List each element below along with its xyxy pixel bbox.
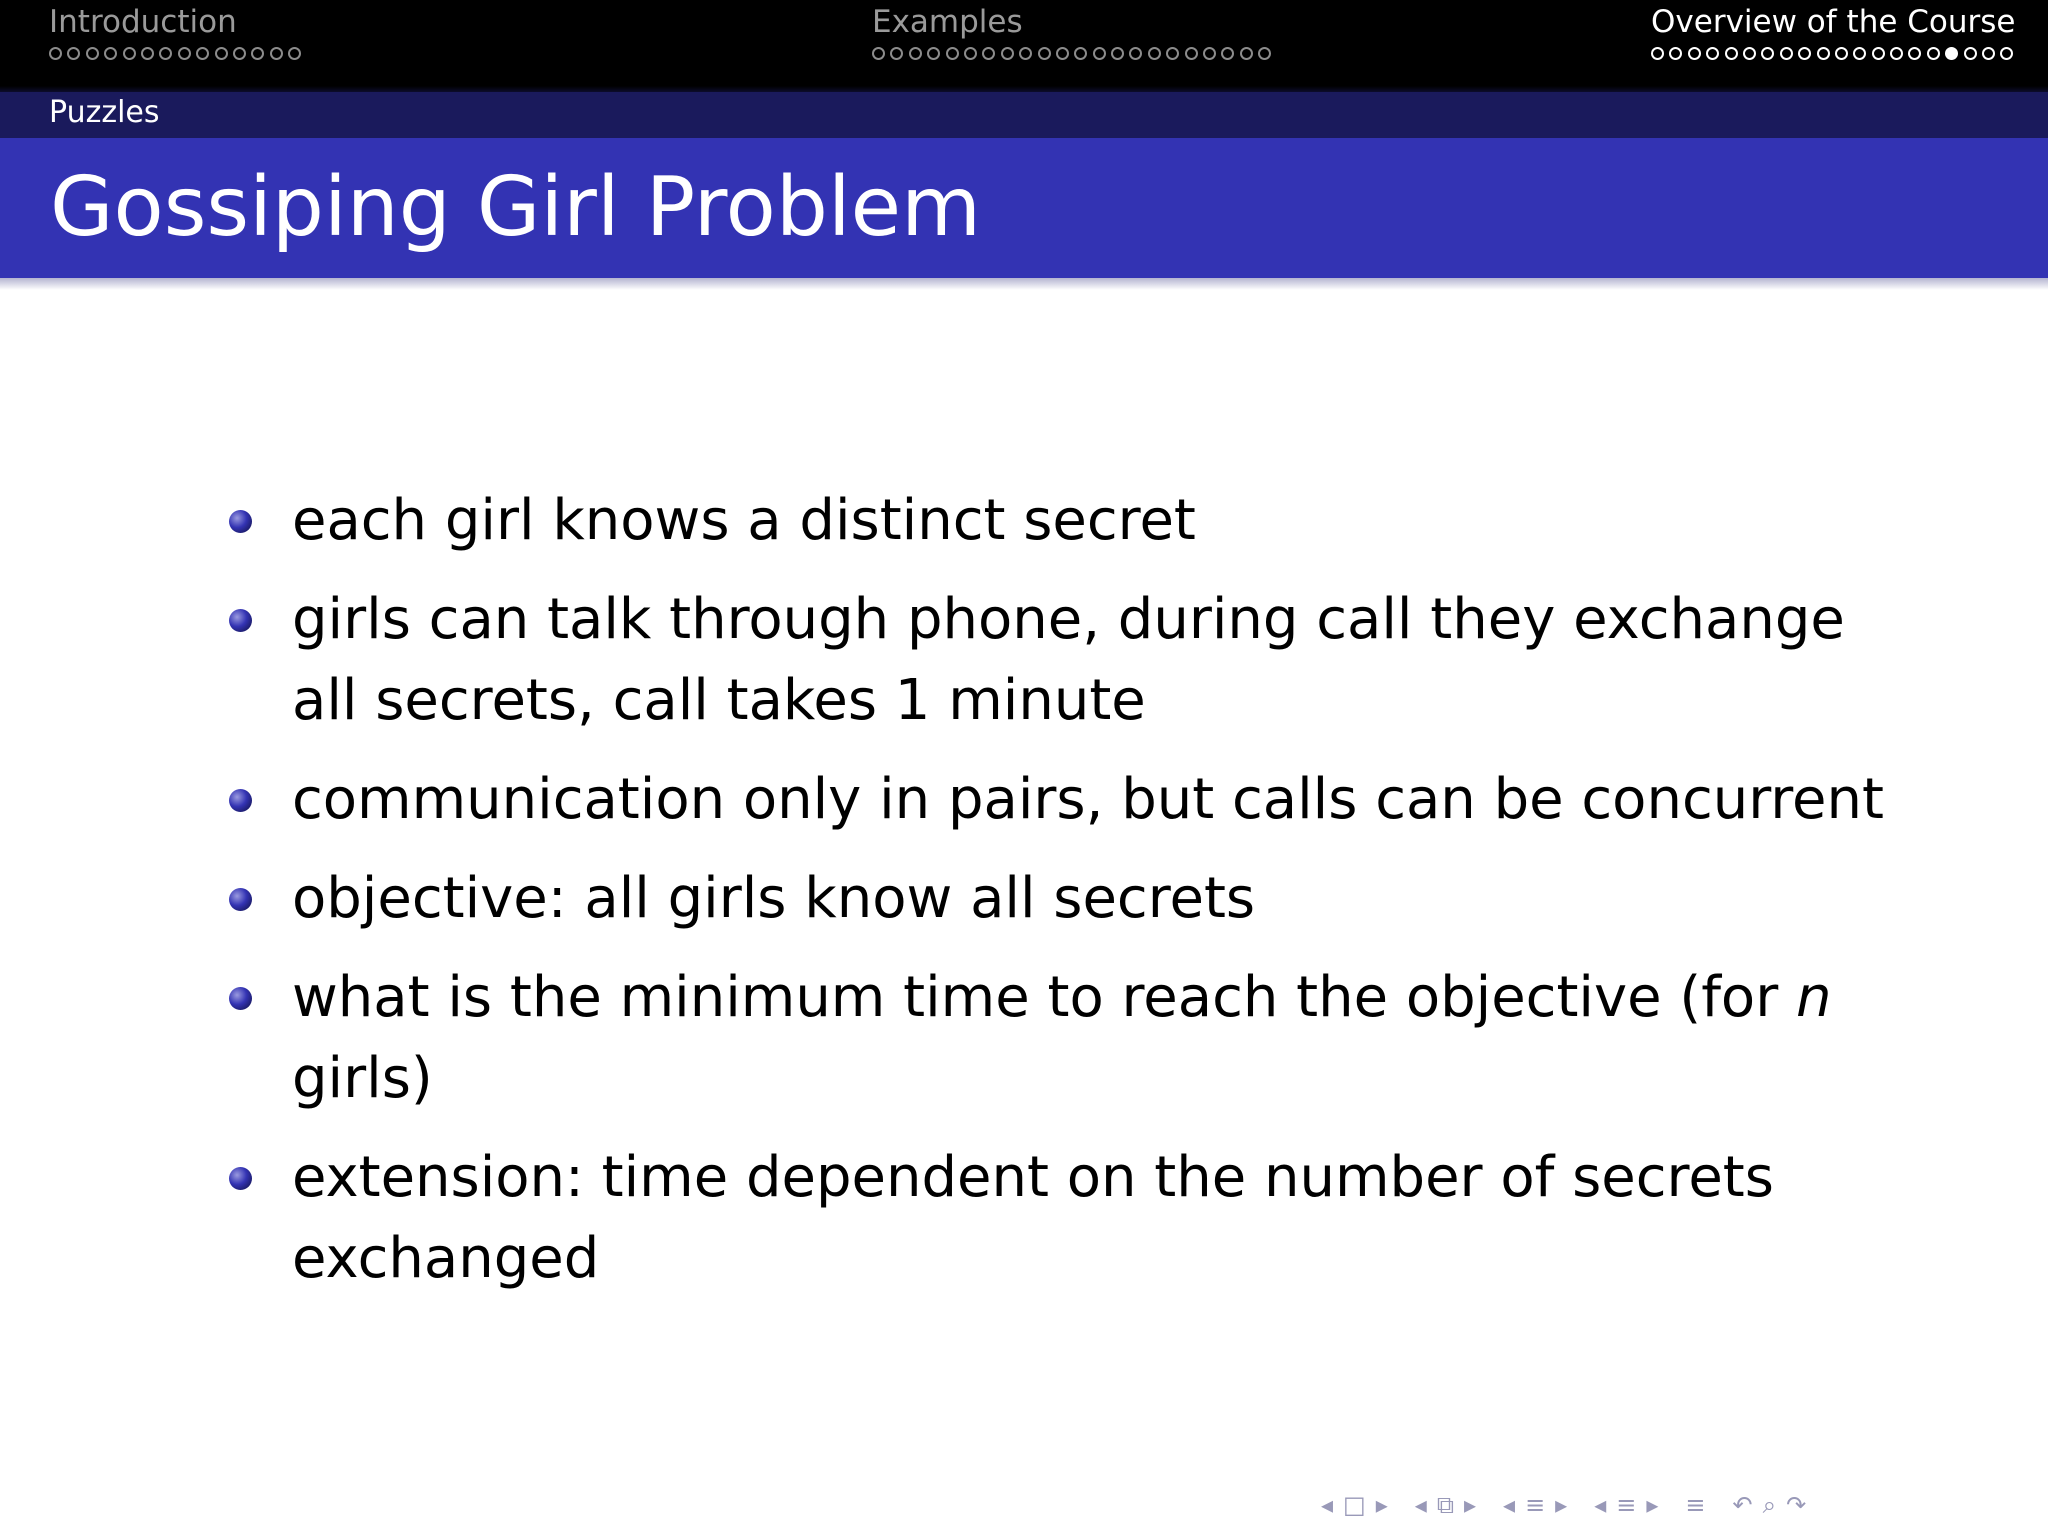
nav-section-title[interactable]: Introduction [49, 4, 237, 40]
nav-frame-dot[interactable] [1927, 47, 1940, 60]
nav-frame-dots[interactable] [872, 47, 1271, 60]
nav-frame-dot[interactable] [233, 47, 246, 60]
nav-frame-dot[interactable] [67, 47, 80, 60]
nav-next-frame-icon[interactable]: ▸ [1375, 1491, 1388, 1519]
nav-frame-dot[interactable] [1166, 47, 1179, 60]
nav-frame-dot[interactable] [1038, 47, 1051, 60]
nav-frame-dot[interactable] [1872, 47, 1885, 60]
list-item [224, 759, 1904, 840]
nav-frame-dot[interactable] [1203, 47, 1216, 60]
list-item-text: communication only in pairs, but calls can be concurrent [292, 767, 1884, 832]
redo-icon[interactable]: ↷ [1786, 1491, 1807, 1519]
nav-frame-dot[interactable] [982, 47, 995, 60]
nav-frame-dot[interactable] [964, 47, 977, 60]
nav-frame-dot[interactable] [1908, 47, 1921, 60]
list-item-text: each girl knows a distinct secret [292, 488, 1196, 553]
list-item-text: objective: all girls know all secrets [292, 866, 1256, 931]
page-title: Gossiping Girl Problem [50, 160, 981, 255]
nav-next-document-icon[interactable]: ▸ [1646, 1491, 1659, 1519]
nav-frame-dot[interactable] [86, 47, 99, 60]
nav-frame-dot[interactable] [1835, 47, 1848, 60]
nav-document-icon[interactable]: ≡ [1616, 1491, 1637, 1519]
nav-section-icon[interactable]: ≡ [1525, 1491, 1546, 1519]
nav-frame-dot[interactable] [1761, 47, 1774, 60]
nav-frame-dot[interactable] [1706, 47, 1719, 60]
nav-section-title[interactable]: Examples [872, 4, 1023, 40]
nav-frame-dot[interactable] [251, 47, 264, 60]
nav-frame-dot[interactable] [1669, 47, 1682, 60]
nav-frame-dot[interactable] [2000, 47, 2013, 60]
nav-frame-dot[interactable] [49, 47, 62, 60]
nav-frame-dot[interactable] [1111, 47, 1124, 60]
nav-frame-dot[interactable] [123, 47, 136, 60]
nav-prev-subsection-icon[interactable]: ◂ [1414, 1491, 1427, 1519]
nav-frame-dot[interactable] [946, 47, 959, 60]
bullet-icon [229, 888, 252, 911]
nav-frame-dot[interactable] [141, 47, 154, 60]
nav-frame-dot[interactable] [1056, 47, 1069, 60]
nav-frame-dot[interactable] [1240, 47, 1253, 60]
nav-frame-dot[interactable] [927, 47, 940, 60]
bullet-icon [229, 1167, 252, 1190]
nav-frame-dot[interactable] [288, 47, 301, 60]
nav-frame-dot[interactable] [1148, 47, 1161, 60]
nav-frame-dot[interactable] [890, 47, 903, 60]
nav-frame-dot[interactable] [1798, 47, 1811, 60]
nav-subsection-icon[interactable]: ⧉ [1436, 1491, 1454, 1519]
list-item-text: girls can talk through phone, during call they exchange all secrets, call takes 1 minute [292, 587, 1845, 733]
list-item [224, 579, 1904, 741]
nav-next-section-icon[interactable]: ▸ [1555, 1491, 1568, 1519]
nav-frame-dots[interactable] [49, 47, 301, 60]
nav-frame-dot[interactable] [1019, 47, 1032, 60]
nav-frame-icon[interactable]: □ [1343, 1491, 1366, 1519]
nav-frame-dot[interactable] [1221, 47, 1234, 60]
list-item [224, 480, 1904, 561]
nav-frame-dot[interactable] [1074, 47, 1087, 60]
subsection-bar [0, 92, 2048, 138]
nav-frame-dot[interactable] [270, 47, 283, 60]
nav-frame-dot[interactable] [872, 47, 885, 60]
math-variable-n: n [1796, 965, 1832, 1030]
nav-frame-dot[interactable] [1817, 47, 1830, 60]
nav-section-examples[interactable] [872, 0, 1271, 60]
nav-frame-dot[interactable] [1688, 47, 1701, 60]
list-item-text: extension: time dependent on the number of secrets exchanged [292, 1145, 1774, 1291]
nav-frame-dot[interactable] [1258, 47, 1271, 60]
bullet-icon [229, 789, 252, 812]
bullet-icon [229, 987, 252, 1010]
nav-frame-dot[interactable] [1185, 47, 1198, 60]
nav-frame-dot[interactable] [1780, 47, 1793, 60]
nav-appendix-icon[interactable]: ≡ [1685, 1491, 1706, 1519]
frame-title-bar [0, 138, 2048, 278]
nav-prev-document-icon[interactable]: ◂ [1594, 1491, 1607, 1519]
nav-frame-dot[interactable] [104, 47, 117, 60]
list-item [224, 957, 1904, 1119]
title-shadow [0, 278, 2048, 290]
nav-prev-frame-icon[interactable]: ◂ [1321, 1491, 1334, 1519]
undo-icon[interactable]: ↶ [1732, 1491, 1753, 1519]
bullet-list [224, 480, 1904, 1317]
nav-frame-dot[interactable] [1129, 47, 1142, 60]
nav-frame-dots[interactable] [1651, 47, 2016, 60]
nav-prev-section-icon[interactable]: ◂ [1503, 1491, 1516, 1519]
list-item [224, 1137, 1904, 1299]
section-navigation-bar [0, 0, 2048, 86]
nav-frame-dot[interactable] [1001, 47, 1014, 60]
nav-current-frame-dot[interactable] [1945, 47, 1958, 60]
nav-next-subsection-icon[interactable]: ▸ [1463, 1491, 1477, 1519]
nav-frame-dot[interactable] [215, 47, 228, 60]
nav-frame-dot[interactable] [1651, 47, 1664, 60]
nav-frame-dot[interactable] [1964, 47, 1977, 60]
subsection-title[interactable]: Puzzles [49, 95, 160, 130]
nav-section-overview[interactable] [1651, 0, 2016, 60]
nav-frame-dot[interactable] [1743, 47, 1756, 60]
nav-frame-dot[interactable] [1890, 47, 1903, 60]
nav-frame-dot[interactable] [1093, 47, 1106, 60]
beamer-navigation-symbols [1316, 1490, 1811, 1520]
nav-frame-dot[interactable] [1725, 47, 1738, 60]
nav-frame-dot[interactable] [178, 47, 191, 60]
nav-frame-dot[interactable] [159, 47, 172, 60]
nav-frame-dot[interactable] [1853, 47, 1866, 60]
nav-frame-dot[interactable] [196, 47, 209, 60]
nav-frame-dot[interactable] [909, 47, 922, 60]
nav-frame-dot[interactable] [1982, 47, 1995, 60]
list-item [224, 858, 1904, 939]
search-icon[interactable]: ⌕ [1762, 1491, 1777, 1519]
bullet-icon [229, 510, 252, 533]
nav-section-title[interactable]: Overview of the Course [1651, 4, 2016, 40]
nav-section-introduction[interactable] [49, 0, 301, 60]
bullet-icon [229, 609, 252, 632]
list-item-text: what is the minimum time to reach the objective (for n girls) [292, 965, 1832, 1111]
